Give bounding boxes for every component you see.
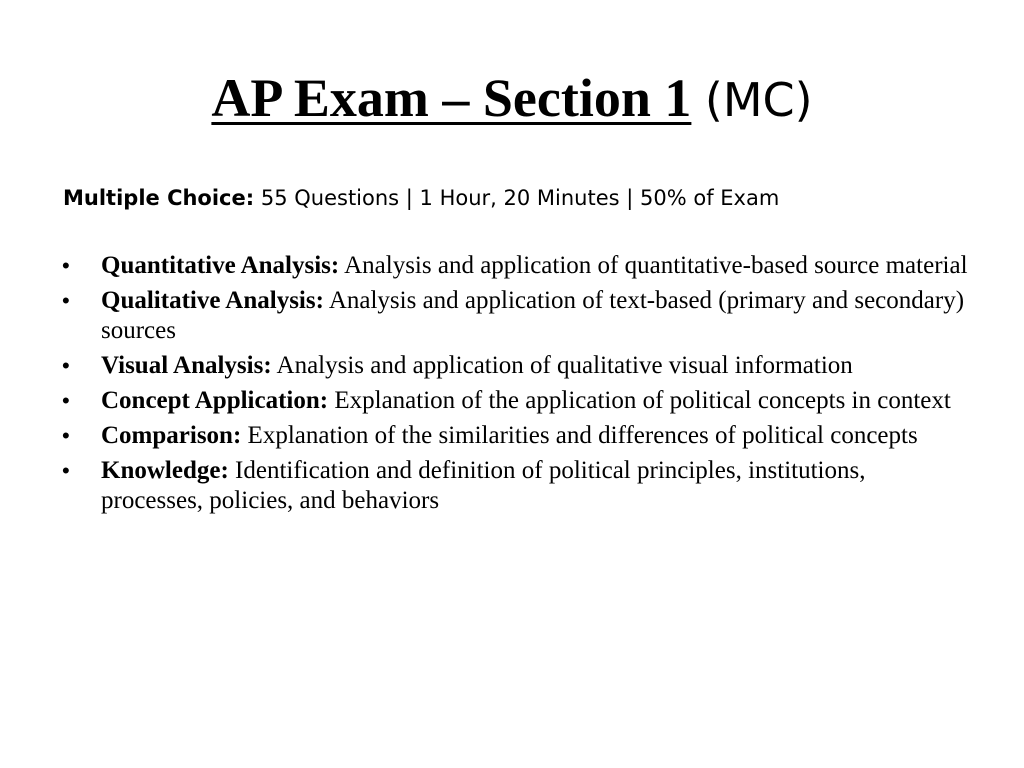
bullet-icon: •: [62, 253, 70, 278]
bullet-item-quantitative-analysis: [0, 251, 971, 281]
bullet-description: Explanation of the application of political concepts in context: [334, 387, 951, 414]
bullet-description: Analysis and application of text-based (primary and secondary) sources: [101, 287, 965, 344]
bullet-description: Identification and definition of political principles, institutions, processes, policies, and behaviors: [101, 457, 866, 514]
slide-title: [0, 58, 1024, 140]
bullet-icon: •: [62, 388, 70, 413]
bullet-icon: •: [62, 423, 70, 448]
bullet-icon: •: [62, 288, 70, 313]
bullet-term: Concept Application:: [101, 387, 329, 414]
bullet-term: Visual Analysis:: [101, 352, 272, 379]
bullet-description: Explanation of the similarities and differences of political concepts: [247, 422, 918, 449]
bullet-item-knowledge: [0, 456, 971, 516]
title-main: AP Exam – Section 1: [211, 68, 692, 128]
bullet-item-qualitative-analysis: [0, 286, 971, 346]
bullet-term: Knowledge:: [101, 457, 229, 484]
bullet-item-visual-analysis: [0, 351, 971, 381]
bullet-item-concept-application: [0, 386, 971, 416]
bullet-description: Analysis and application of quantitative-based source material: [344, 252, 968, 279]
summary-label: Multiple Choice:: [63, 186, 255, 210]
summary-text: 55 Questions | 1 Hour, 20 Minutes | 50% of Exam: [260, 186, 780, 210]
bullet-description: Analysis and application of qualitative visual information: [276, 352, 853, 379]
bullet-list: [0, 251, 1024, 521]
bullet-item-comparison: [0, 421, 971, 451]
title-suffix: (MC): [704, 73, 813, 127]
bullet-term: Qualitative Analysis:: [101, 287, 324, 314]
bullet-icon: •: [62, 458, 70, 483]
bullet-term: Comparison:: [101, 422, 242, 449]
bullet-term: Quantitative Analysis:: [101, 252, 340, 279]
bullet-icon: •: [62, 353, 70, 378]
exam-summary: [63, 178, 983, 218]
